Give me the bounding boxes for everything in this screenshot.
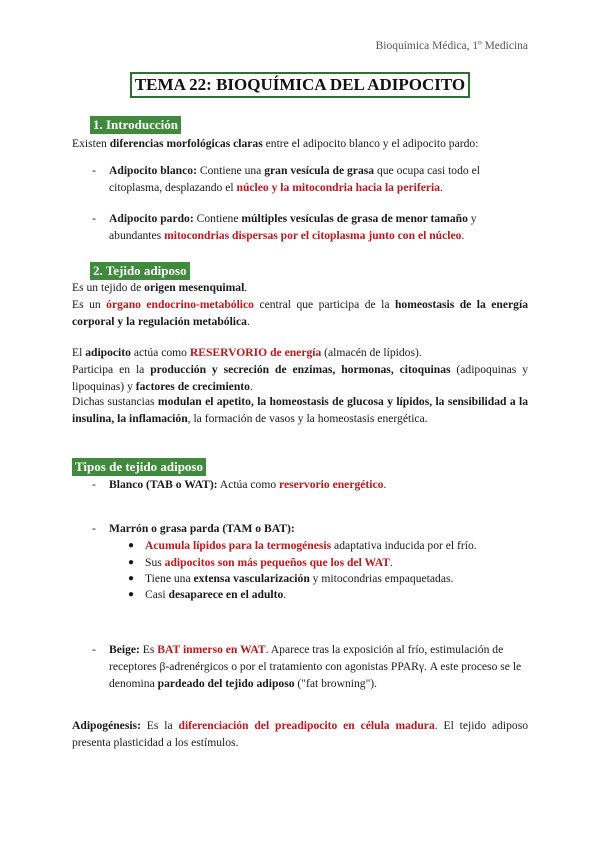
- bullet-dot-icon: ●: [128, 540, 135, 551]
- item-text: [109, 210, 512, 244]
- highlight-text: mitocondrias dispersas por el citoplasma junto con el núcleo: [164, 229, 462, 242]
- sub-bullet-text: [145, 537, 523, 554]
- highlight-text: reservorio energético: [279, 478, 384, 491]
- bold-text: diferencias morfológicas claras: [109, 137, 263, 150]
- bullet-dot-icon: ●: [128, 589, 135, 600]
- bold-text: gran vesícula de grasa: [264, 164, 375, 177]
- item-text: [109, 641, 528, 692]
- dash-marker: -: [92, 478, 96, 491]
- text: adaptativa inducida por el frío.: [331, 539, 477, 552]
- paragraph-adipogenesis: [72, 717, 528, 751]
- text: Participa en la: [72, 363, 151, 376]
- text: Dichas sustancias: [72, 395, 158, 408]
- list-item-adipocito-blanco: [92, 162, 512, 196]
- bold-text: producción y secreción de enzimas, hormonas, citoquinas: [150, 363, 451, 376]
- header-note: Bioquímica Médica, 1º Medicina: [375, 40, 528, 52]
- title-wrap: [0, 72, 600, 98]
- highlight-text: Acumula lípidos para la termogénesis: [145, 539, 332, 552]
- bold-text: adipocito: [85, 346, 131, 359]
- bold-text: origen mesenquimal: [144, 281, 245, 294]
- page-title: TEMA 22: BIOQUÍMICA DEL ADIPOCITO: [130, 72, 470, 98]
- item-label: Adipocito blanco:: [109, 164, 197, 177]
- item-text: [109, 162, 512, 196]
- bullet-dot-icon: ●: [128, 573, 135, 584]
- paragraph-participa: [72, 361, 528, 395]
- text: Tiene una: [145, 572, 194, 585]
- list-item-marron: [92, 520, 512, 537]
- bold-text: homeostasis de la energía corporal y la regulación metabólica: [72, 298, 528, 328]
- text: .: [440, 181, 443, 194]
- text: ("fat browning").: [294, 677, 378, 690]
- item-label: Beige:: [109, 643, 140, 656]
- sub-bullet-desaparece: [128, 586, 523, 603]
- text: actúa como: [130, 346, 190, 359]
- section-heading-tipos: Tipos de tejido adiposo: [72, 458, 206, 476]
- text: entre el adipocito blanco y el adipocito pardo:: [262, 137, 479, 150]
- sub-bullet-vascularizacion: [128, 570, 523, 587]
- dash-marker: -: [92, 164, 96, 177]
- bold-text: desaparece en el adulto: [168, 588, 284, 601]
- sub-bullet-pequenos: [128, 554, 523, 571]
- intro-paragraph: [72, 135, 528, 152]
- dash-marker: -: [92, 212, 96, 225]
- item-label: Adipocito pardo:: [109, 212, 194, 225]
- text: (adipoquinas y lipoquinas) y: [72, 363, 528, 393]
- text: y mitocondrias empaquetadas.: [309, 572, 454, 585]
- text: .: [244, 281, 248, 294]
- text: Actúa como: [217, 478, 280, 491]
- text: (almacén de lípidos).: [321, 346, 422, 359]
- sub-bullet-text: [145, 570, 523, 587]
- bold-text: múltiples vesículas de grasa de menor tamaño: [241, 212, 468, 225]
- sub-bullet-termogenesis: [128, 537, 523, 554]
- highlight-text: diferenciación del preadipocito en célula madura: [178, 719, 435, 732]
- text: central que participa de la: [253, 298, 395, 311]
- bullet-dot-icon: ●: [128, 557, 135, 568]
- highlight-text: BAT inmerso en WAT: [157, 643, 266, 656]
- text: .: [246, 315, 250, 328]
- text: Es un: [72, 298, 107, 311]
- text: Es: [139, 643, 158, 656]
- list-item-beige: [92, 641, 528, 692]
- text: . El tejido adiposo presenta plasticidad a los estímulos.: [72, 719, 529, 749]
- text: .: [383, 478, 387, 491]
- text: Contiene: [193, 212, 242, 225]
- bold-text: pardeado del tejido adiposo: [157, 677, 295, 690]
- text: . Aparece tras la exposición al frío, estimulación de receptores β-adrenérgicos o por el tratamiento con agonistas PPARγ. A este proceso se le denomina: [109, 643, 522, 690]
- dash-marker: -: [92, 522, 96, 535]
- text: Casi: [145, 588, 169, 601]
- text: Es un tejido de: [72, 281, 145, 294]
- dash-marker: -: [92, 643, 96, 656]
- text: .: [249, 380, 253, 393]
- paragraph-dichas: [72, 393, 528, 427]
- text: .: [390, 556, 393, 569]
- text: .: [283, 588, 287, 601]
- text: .: [461, 229, 465, 242]
- list-item-blanco: [92, 476, 512, 493]
- paragraph-adipocito: [72, 344, 528, 361]
- paragraph-organo: [72, 296, 528, 330]
- item-text: [109, 520, 512, 537]
- item-label: Blanco (TAB o WAT):: [109, 478, 218, 491]
- paragraph-origen: [72, 279, 528, 296]
- list-item-adipocito-pardo: [92, 210, 512, 244]
- highlight-text: RESERVORIO de energía: [189, 346, 322, 359]
- item-text: [109, 476, 512, 493]
- highlight-text: adipocitos son más pequeños que los del WAT: [164, 556, 391, 569]
- bold-text: modulan el apetito, la homeostasis de glucosa y lípidos, la sensibilidad a la insulina, la inflamación: [72, 395, 528, 425]
- text: y abundantes: [109, 212, 477, 242]
- text: Sus: [145, 556, 165, 569]
- text: , la formación de vasos y la homeostasis energética.: [187, 412, 428, 425]
- text: Es la: [140, 719, 179, 732]
- section-heading-introduccion: 1. Introducción: [90, 116, 181, 134]
- highlight-text: núcleo y la mitocondria hacia la periferia: [236, 181, 441, 194]
- bold-text: extensa vascularización: [193, 572, 310, 585]
- sub-bullet-text: [145, 554, 523, 571]
- section-heading-tejido-adiposo: 2. Tejido adiposo: [90, 262, 190, 280]
- text: Contiene una: [196, 164, 265, 177]
- text: Existen: [72, 137, 110, 150]
- bold-text: factores de crecimiento: [135, 380, 250, 393]
- bold-text: Adipogénesis:: [72, 719, 141, 732]
- text: que ocupa casi todo el citoplasma, desplazando el: [109, 164, 480, 194]
- item-label: Marrón o grasa parda (TAM o BAT):: [109, 522, 295, 535]
- sub-bullet-text: [145, 586, 523, 603]
- text: El: [72, 346, 86, 359]
- highlight-text: órgano endocrino-metabólico: [106, 298, 254, 311]
